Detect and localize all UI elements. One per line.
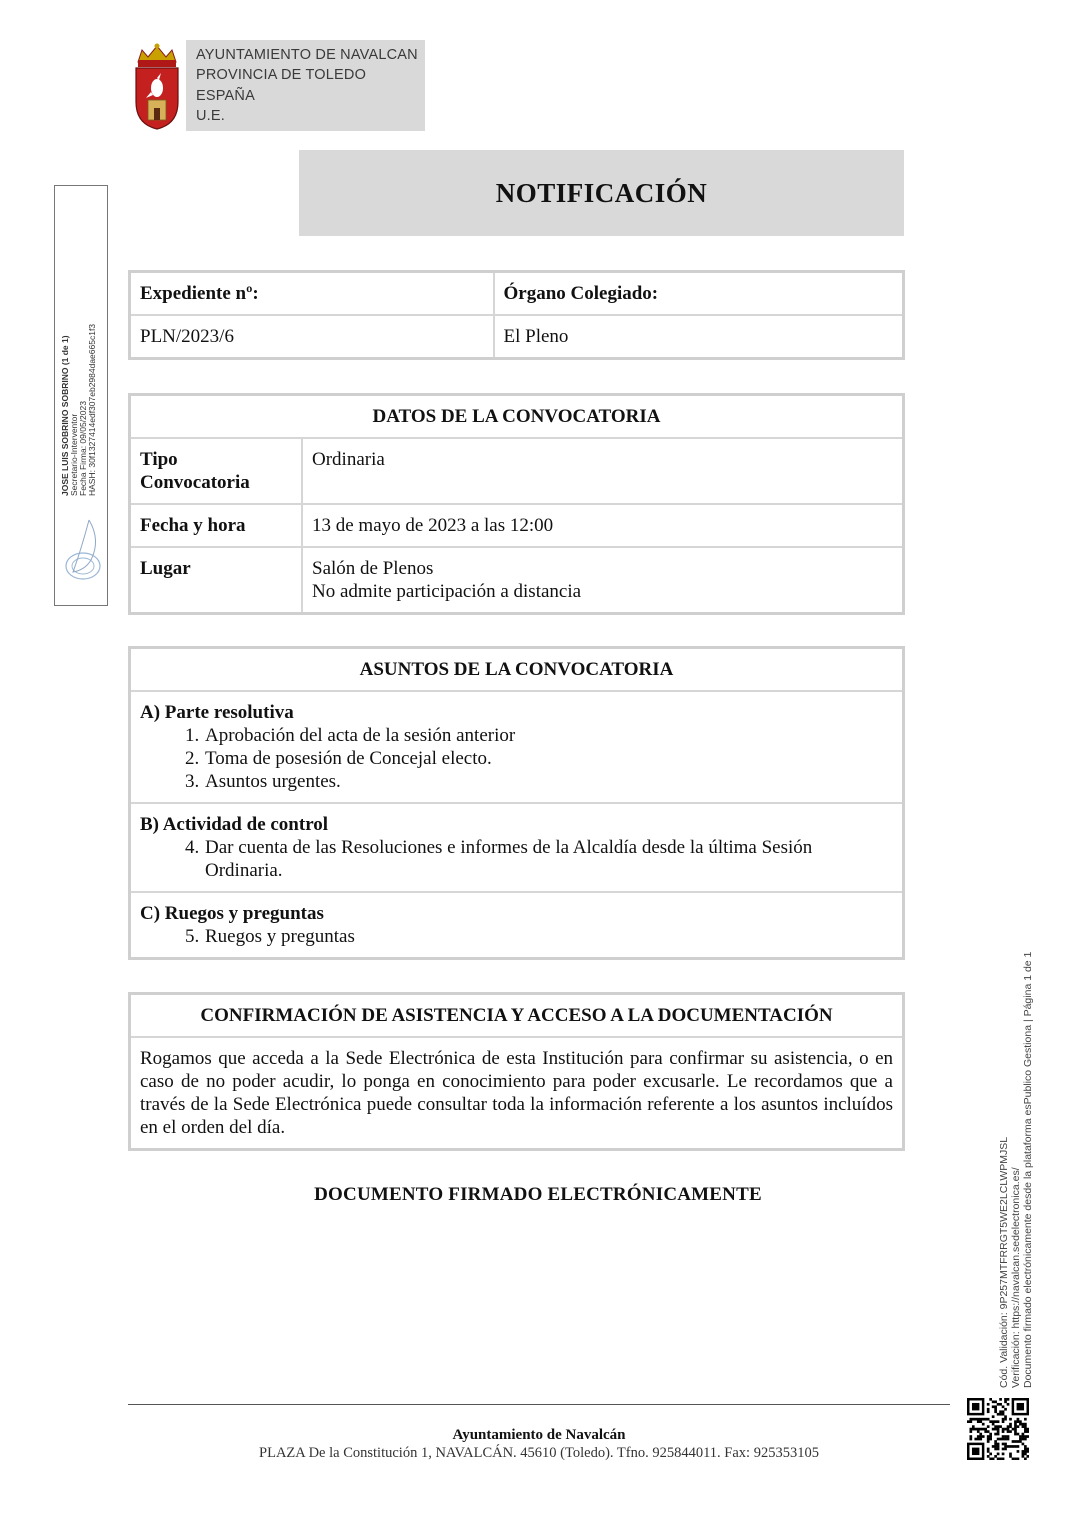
logo-line-4: U.E. [196,108,225,124]
fecha-value: 13 de mayo de 2023 a las 12:00 [302,504,904,547]
item-list [140,836,893,882]
document-title: NOTIFICACIÓN [495,177,708,208]
lugar-line-2: No admite participación a distancia [312,581,582,602]
datos-heading: DATOS DE LA CONVOCATORIA [130,395,904,439]
signature-date: Fecha Firma: 09/05/2023 [78,401,88,496]
table-row [130,547,904,614]
document-title-box [299,150,904,236]
coat-of-arms-icon [128,40,186,131]
logo-text [186,45,418,127]
logo-line-3: ESPAÑA [196,87,255,104]
expediente-table [128,270,905,360]
validation-code: Cód. Validación: 9P257MTFRRGT5WE2LCLWPMJSL [998,1136,1010,1388]
asuntos-table [128,646,905,960]
tipo-value: Ordinaria [302,438,904,504]
lugar-line-1: Salón de Plenos [312,558,434,579]
footer-name: Ayuntamiento de Navalcán [452,1427,626,1443]
expediente-value: PLN/2023/6 [130,315,494,359]
confirmacion-heading: CONFIRMACIÓN DE ASISTENCIA Y ACCESO A LA DOCUMENTACIÓN [130,994,904,1038]
validation-platform: Documento firmado electrónicamente desde la plataforma esPublico Gestiona | Página 1 de 1 [1022,951,1034,1388]
tipo-label: Tipo Convocatoria [130,438,303,504]
asuntos-section-a [130,691,904,803]
asuntos-section-c [130,892,904,959]
signed-note: DOCUMENTO FIRMADO ELECTRÓNICAMENTE [314,1184,762,1205]
datos-convocatoria-table [128,393,905,615]
signature-stamp [54,185,108,606]
signer-role: Secretario-Interventor [69,413,79,496]
list-item: 5. Ruegos y preguntas [204,925,893,948]
table-row [130,504,904,547]
list-item: 2. Toma de posesión de Concejal electo. [204,747,893,770]
list-item: 3. Asuntos urgentes. [204,770,893,793]
section-title: C) Ruegos y preguntas [140,903,324,924]
section-title: B) Actividad de control [140,814,329,835]
signer-name: JOSE LUIS SOBRINO SOBRINO (1 de 1) [60,335,70,496]
fecha-label: Fecha y hora [130,504,303,547]
confirmacion-table [128,992,905,1151]
list-item: 4. Dar cuenta de las Resoluciones e informes de la Alcaldía desde la última Sesión Ordinaria. [204,836,893,882]
footer-address: PLAZA De la Constitución 1, NAVALCÁN. 45610 (Toledo). Tfno. 925844011. Fax: 925353105 [259,1445,819,1461]
confirmacion-text: Rogamos que acceda a la Sede Electrónica de esta Institución para confirmar su asistencia, o en caso de no poder acudir, lo ponga en conocimiento para poder excusarle. Le recordamos que a través de la Sede Electrónica puede consultar toda la información referente a los asuntos incluídos en el orden del día. [130,1037,904,1150]
footer-divider [128,1404,950,1405]
item-list [140,724,893,793]
signature-seal-icon [61,510,103,595]
organo-value: El Pleno [494,315,904,359]
logo-line-1: AYUNTAMIENTO DE NAVALCAN [196,46,418,63]
header-logo [128,40,425,131]
section-title: A) Parte resolutiva [140,702,294,723]
organo-label: Órgano Colegiado: [494,272,904,316]
logo-line-2: PROVINCIA DE TOLEDO [196,67,367,83]
validation-url: Verificación: https://navalcan.sedelectronica.es/ [1010,1167,1022,1388]
signature-hash: HASH: 30f1327414edf307eb2984dae665c1f3 [87,323,97,496]
qr-code-icon [967,1398,1029,1460]
lugar-label: Lugar [130,547,303,614]
table-row [130,438,904,504]
asuntos-section-b [130,803,904,892]
item-list [140,925,893,948]
list-item: 1. Aprobación del acta de la sesión anterior [204,724,893,747]
asuntos-heading: ASUNTOS DE LA CONVOCATORIA [130,648,904,692]
expediente-label: Expediente nº: [130,272,494,316]
lugar-value [302,547,904,614]
